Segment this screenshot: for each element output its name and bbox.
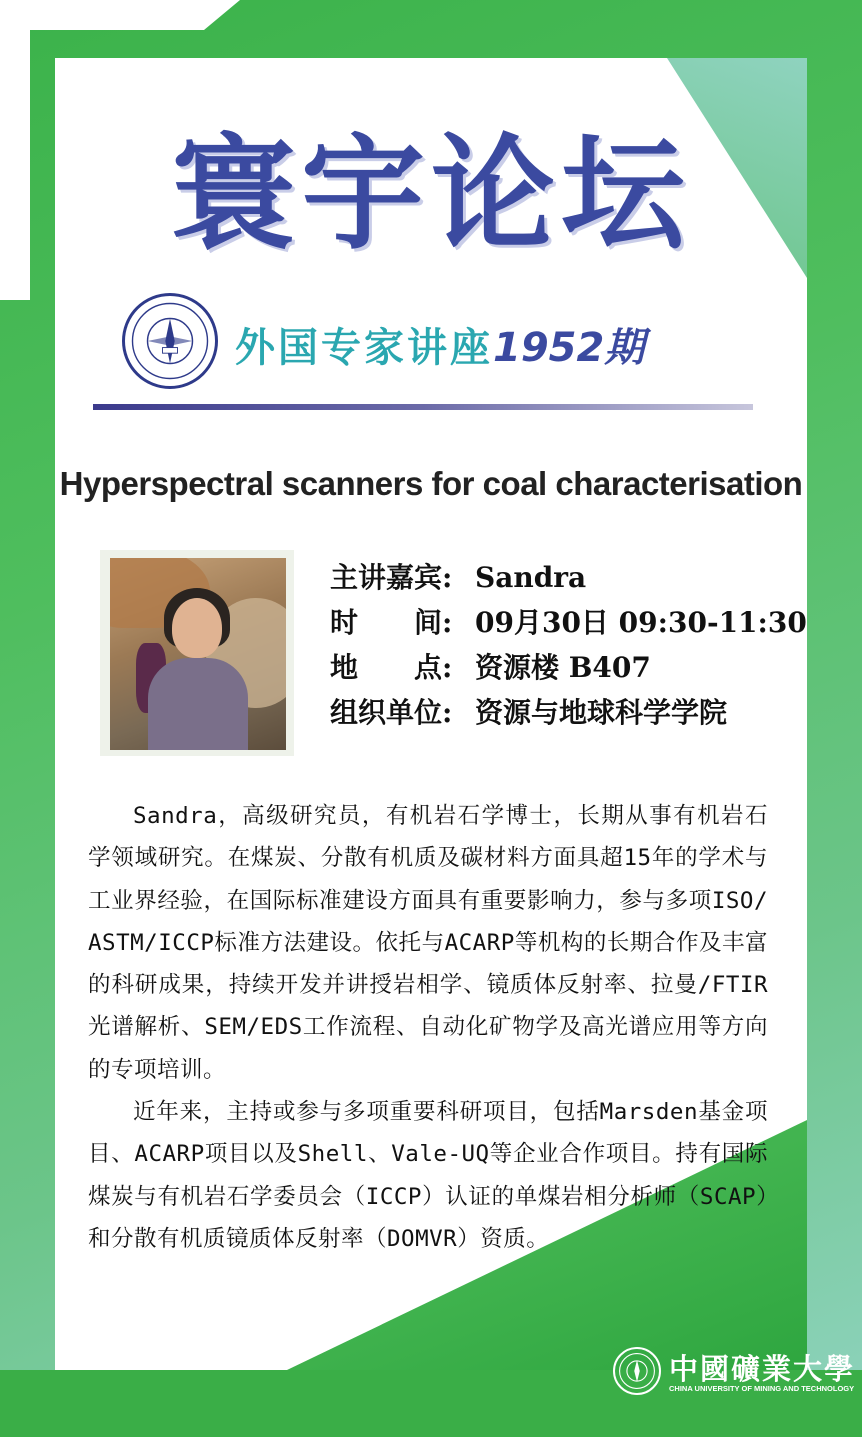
info-value: 资源楼 B407 xyxy=(475,651,651,684)
university-seal-icon xyxy=(613,1347,661,1395)
school-seal-icon xyxy=(122,293,218,389)
background-accent xyxy=(0,0,240,30)
series-title: 外国专家讲座 xyxy=(235,325,493,371)
issue-number: 1952期 xyxy=(493,325,645,371)
series-subtitle xyxy=(235,316,644,373)
info-row-speaker xyxy=(330,558,807,603)
university-name-en: CHINA UNIVERSITY OF MINING AND TECHNOLOGY xyxy=(669,1384,855,1393)
info-row-location xyxy=(330,648,807,693)
info-label: 地 点: xyxy=(330,651,453,684)
bio-paragraph: 近年来，主持或参与多项重要科研项目，包括Marsden基金项目、ACARP项目以及Shell、Vale-UQ等企业合作项目。持有国际煤炭与有机岩石学委员会（ICCP）认证的单煤岩相分析师（SCAP）和分散有机质镜质体反射率（DOMVR）资质。 xyxy=(88,1099,768,1252)
info-row-organizer xyxy=(330,693,807,738)
talk-title: Hyperspectral scanners for coal characterisation xyxy=(59,465,803,502)
info-row-time xyxy=(330,603,807,648)
speaker-photo-frame xyxy=(100,550,294,756)
info-label: 组织单位: xyxy=(330,696,453,729)
speaker-photo xyxy=(110,558,286,750)
info-value: 资源与地球科学学院 xyxy=(475,696,728,729)
university-logo xyxy=(613,1347,856,1397)
speaker-bio xyxy=(88,795,768,1260)
info-value: Sandra xyxy=(475,561,587,594)
event-info xyxy=(330,558,807,738)
info-label: 时 间: xyxy=(330,606,453,639)
poster-title: 寰宇论坛 xyxy=(170,122,691,267)
info-label: 主讲嘉宾: xyxy=(330,561,453,594)
background-accent xyxy=(0,0,30,300)
info-value: 09月30日 09:30-11:30 xyxy=(475,606,807,639)
title-divider xyxy=(93,404,753,410)
bio-paragraph: Sandra，高级研究员，有机岩石学博士，长期从事有机岩石学领域研究。在煤炭、分散有机质及碳材料方面具超15年的学术与工业界经验，在国际标准建设方面具有重要影响力，参与多项ISO/ASTM/ICCP标准方法建设。依托与ACARP等机构的长期合作及丰富的科研成果，持续开发并讲授岩相学、镜质体反射率、拉曼/FTIR光谱解析、SEM/EDS工作流程、自动化矿物学及高光谱应用等方向的专项培训。 xyxy=(88,803,768,1083)
university-name-cn: 中國礦業大學 xyxy=(669,1352,856,1386)
